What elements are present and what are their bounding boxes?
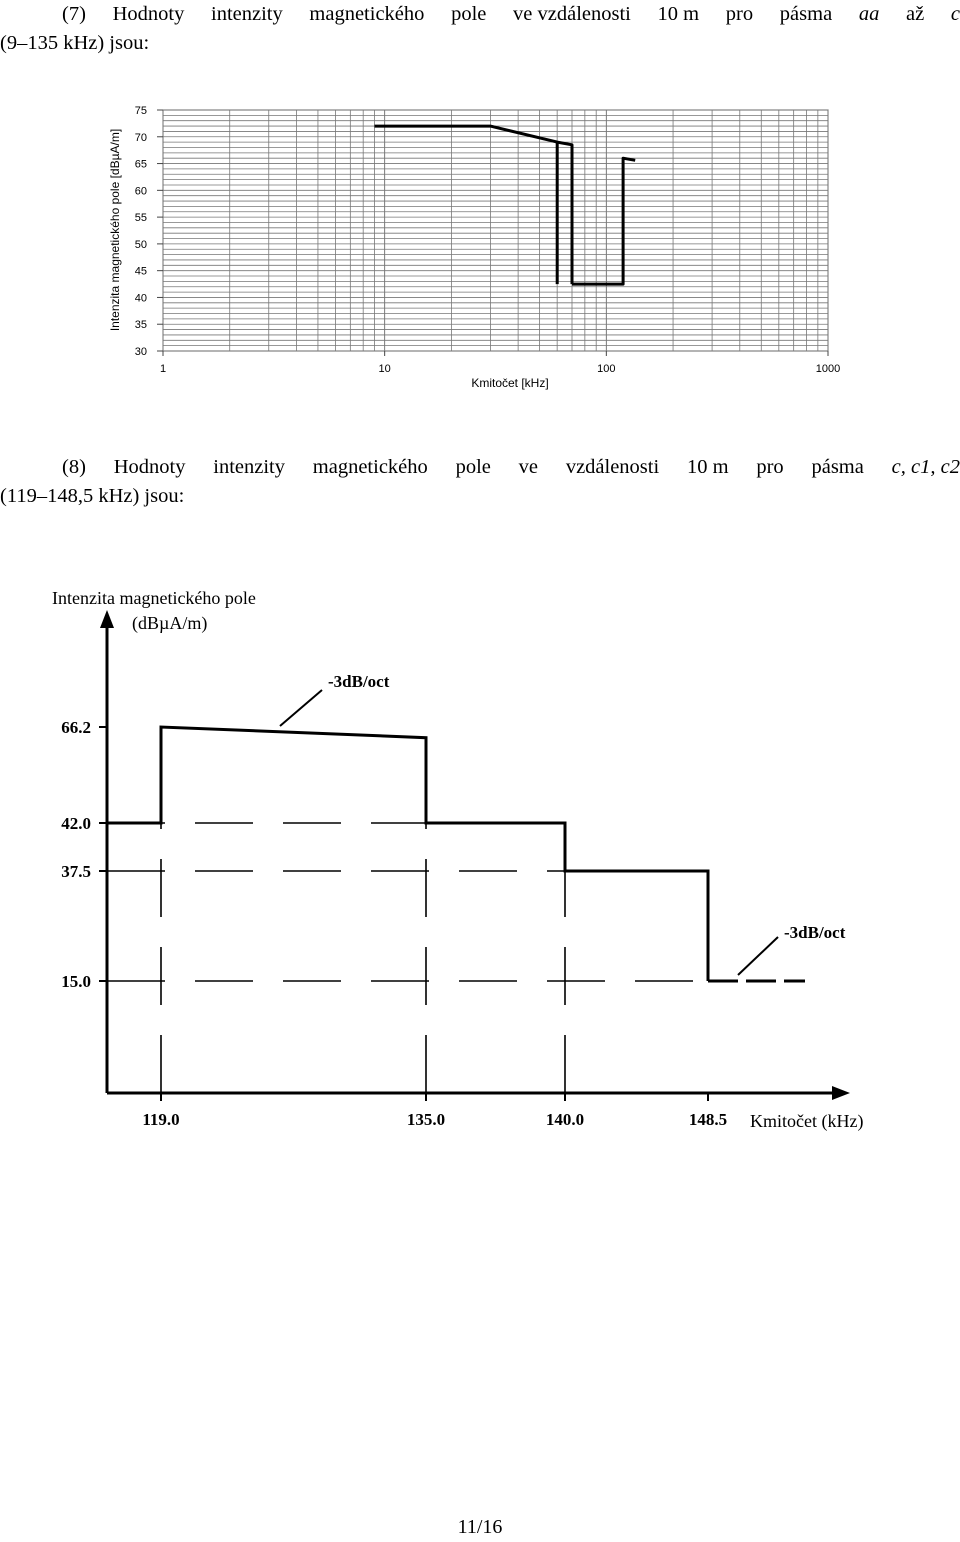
word: magnetického (309, 3, 425, 25)
y-axis-label: Intenzita magnetického pole (52, 588, 256, 608)
y-axis-unit: (dBµA/m) (132, 613, 208, 633)
y-tick-label: 42.0 (61, 814, 91, 833)
plot-frame (163, 110, 828, 351)
word: až (906, 3, 925, 25)
annotation-leader (280, 690, 322, 726)
word: Hodnoty (113, 456, 186, 478)
word: intenzity (211, 3, 283, 25)
x-tick-labels (142, 1093, 727, 1129)
word: pásma (779, 3, 833, 25)
x-axis-label: Kmitočet [kHz] (471, 376, 549, 390)
x-tick-label: 1000 (815, 363, 841, 375)
x-tick-label: 119.0 (142, 1110, 180, 1129)
x-tick-label: 135.0 (406, 1110, 446, 1129)
word: vzdálenosti (565, 456, 660, 478)
y-tick-labels (135, 105, 163, 358)
y-tick-label: 15.0 (61, 972, 91, 991)
y-tick-label: 50 (134, 238, 147, 251)
annotation-label: -3dB/oct (328, 672, 390, 691)
word: intenzity (213, 456, 285, 478)
series-line-limit (107, 727, 708, 981)
band-names: c, c1, c2 (891, 456, 960, 478)
word: 10 m (686, 456, 729, 478)
dashed-guides (107, 823, 708, 1093)
section-8-line-2: (119–148,5 kHz) jsou: (0, 485, 185, 507)
y-tick-label: 66.2 (61, 718, 91, 737)
word: 10 m (657, 3, 700, 25)
section-7-line-1 (0, 0, 960, 29)
y-axis-label: Intenzita magnetického pole [dBµA/m] (108, 128, 122, 332)
section-7-line-2: (9–135 kHz) jsou: (0, 32, 150, 54)
word: pro (725, 3, 754, 25)
y-tick-labels (61, 718, 107, 991)
chart-field-strength-c-c2 (0, 580, 960, 1150)
x-tick-labels (160, 351, 840, 375)
word: ve (518, 456, 539, 478)
word: (7) (62, 3, 86, 25)
word: pole (451, 3, 487, 25)
section-8-line-1 (0, 453, 960, 482)
x-tick-label: 100 (597, 363, 616, 375)
word: pole (455, 456, 491, 478)
y-tick-label: 75 (134, 105, 147, 117)
word: pásma (811, 456, 864, 478)
y-axis-arrow (100, 610, 114, 628)
x-tick-label: 1 (159, 363, 167, 375)
y-tick-label: 30 (134, 346, 147, 358)
x-axis-arrow (832, 1086, 850, 1100)
series-group (107, 727, 805, 981)
y-tick-label: 60 (134, 185, 147, 198)
word: Hodnoty (112, 3, 185, 25)
x-tick-label: 148.5 (688, 1110, 728, 1129)
band-name: aa (858, 3, 880, 25)
y-tick-label: 35 (134, 319, 147, 332)
axes (100, 610, 850, 1100)
y-tick-label: 40 (134, 292, 147, 305)
x-axis-label: Kmitočet (kHz) (750, 1111, 864, 1131)
y-tick-label: 55 (134, 212, 147, 225)
page-number: 11/16 (457, 1516, 503, 1538)
chart-grid (163, 110, 828, 351)
y-tick-label: 37.5 (61, 862, 91, 881)
word: (8) (62, 456, 86, 478)
chart-field-strength-aa-c (0, 95, 960, 400)
x-tick-label: 140.0 (545, 1110, 585, 1129)
annotation-label: -3dB/oct (784, 923, 846, 942)
section-8-text (0, 453, 960, 511)
x-tick-label: 10 (378, 363, 391, 375)
y-tick-label: 45 (134, 265, 147, 278)
word: magnetického (312, 456, 428, 478)
annotation-leader (738, 937, 778, 975)
band-name: c (950, 3, 960, 25)
y-tick-label: 65 (134, 158, 147, 171)
word: pro (756, 456, 784, 478)
section-7-text (0, 0, 960, 58)
y-tick-label: 70 (134, 131, 147, 144)
series-line-limit-a (375, 126, 573, 284)
word: ve vzdálenosti (513, 3, 631, 25)
